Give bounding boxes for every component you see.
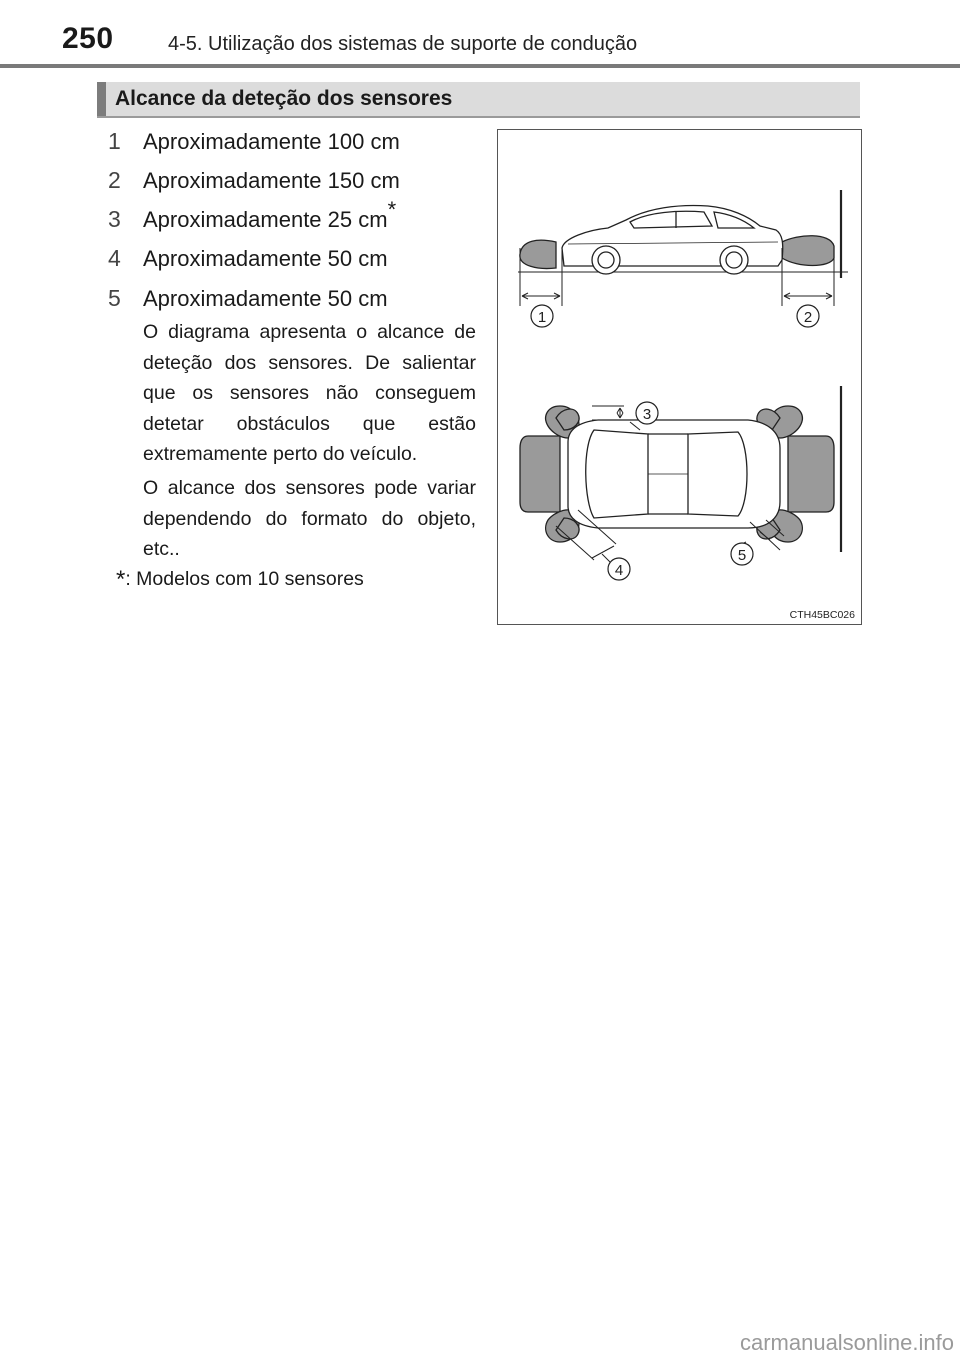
footnote-asterisk: * (116, 566, 126, 593)
section-bar-accent (97, 82, 106, 116)
callout-2-label: 2 (803, 309, 813, 326)
item-number-2: 2 (108, 167, 121, 193)
section-heading-bar (97, 82, 860, 118)
callout-5 (731, 543, 753, 565)
section-title: Alcance da deteção dos sensores (115, 87, 453, 110)
side-view (518, 190, 848, 306)
footnote-text: : Modelos com 10 sensores (125, 568, 364, 590)
rear-zone-side (782, 236, 834, 266)
item-text-5: Aproximadamente 50 cm (143, 286, 388, 311)
callout-4-label: 4 (614, 562, 624, 579)
item-text-3-label: Aproximadamente 25 cm (143, 207, 388, 232)
item-text-2: Aproximadamente 150 cm (143, 168, 400, 193)
front-center-zone (520, 436, 560, 512)
header-rule (0, 64, 960, 68)
callout-1 (531, 305, 553, 327)
asterisk-mark: * (387, 196, 397, 222)
top-car-body (568, 420, 780, 528)
callout-3 (636, 402, 658, 424)
callout-3-label: 3 (642, 406, 652, 423)
running-header: 4-5. Utilização dos sistemas de suporte de condução (168, 33, 638, 55)
paragraph-range-note: O alcance dos sensores pode variar dependendo do formato do objeto, etc.. (143, 477, 476, 560)
callout-4 (608, 558, 630, 580)
callout-1-label: 1 (537, 309, 547, 326)
page-number: 250 (62, 22, 114, 55)
rear-center-zone (788, 436, 834, 512)
item-text-4: Aproximadamente 50 cm (143, 246, 388, 271)
item-number-4: 4 (108, 245, 121, 271)
callout-2 (797, 305, 819, 327)
item-text-1: Aproximadamente 100 cm (143, 129, 400, 154)
item-number-1: 1 (108, 128, 121, 154)
callout-5-label: 5 (737, 547, 747, 564)
item-text-3 (143, 196, 397, 233)
diagram-drawing (498, 130, 863, 626)
front-zone-side (520, 240, 556, 268)
figure-code: CTH45BC026 (789, 609, 855, 621)
paragraph-detection-note: O diagrama apresenta o alcance de deteção dos sensores. De salientar que os sensores não conseguem detetar obstáculos que estão extremamente perto do veículo. (143, 321, 476, 465)
watermark: carmanualsonline.info (739, 1330, 954, 1355)
sensor-range-diagram (497, 129, 862, 625)
item-number-5: 5 (108, 285, 121, 311)
item-number-3: 3 (108, 206, 121, 232)
footnote (116, 564, 364, 592)
